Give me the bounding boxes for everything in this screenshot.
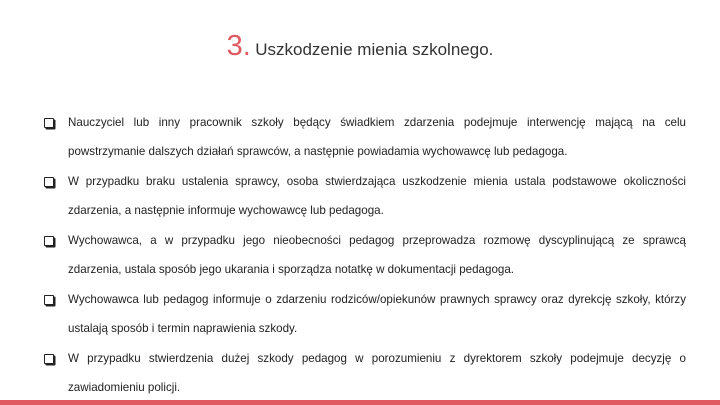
checkbox-bullet-icon (44, 177, 54, 187)
slide-title (0, 30, 720, 63)
list-item-text: W przypadku stwierdzenia dużej szkody pedagog w porozumieniu z dyrektorem szkoły podejmuje decyzję o zawiadomieniu policji. (68, 352, 686, 394)
bottom-accent-bar (0, 400, 720, 405)
list-item-text: Nauczyciel lub inny pracownik szkoły będący świadkiem zdarzenia podejmuje interwencję mającą na celu powstrzymanie dalszych działań sprawców, a następnie powiadamia wychowawcę lub pedagoga. (68, 116, 686, 158)
list-item-text: W przypadku braku ustalenia sprawcy, osoba stwierdzająca uszkodzenie mienia ustala podstawowe okoliczności zdarzenia, a następnie informuje wychowawcę lub pedagoga. (68, 175, 686, 217)
checkbox-bullet-icon (44, 354, 54, 364)
title-number: 3. (226, 30, 251, 62)
list-item (44, 167, 686, 225)
list-item-text: Wychowawca lub pedagog informuje o zdarzeniu rodziców/opiekunów prawnych sprawcy oraz dyrekcję szkoły, którzy ustalają sposób i termin naprawienia szkody. (68, 293, 686, 335)
checkbox-bullet-icon (44, 118, 54, 128)
list-item (44, 344, 686, 402)
title-text: Uszkodzenie mienia szkolnego. (255, 40, 494, 59)
list-item-text: Wychowawca, a w przypadku jego nieobecności pedagog przeprowadza rozmowę dyscyplinującą ze sprawcą zdarzenia, ustala sposób jego ukarania i sporządza notatkę w dokumentacji pedagoga. (68, 234, 686, 276)
list-item (44, 108, 686, 166)
checkbox-bullet-icon (44, 236, 54, 246)
list-item (44, 226, 686, 284)
checkbox-bullet-icon (44, 295, 54, 305)
procedure-list (44, 108, 686, 403)
list-item (44, 285, 686, 343)
